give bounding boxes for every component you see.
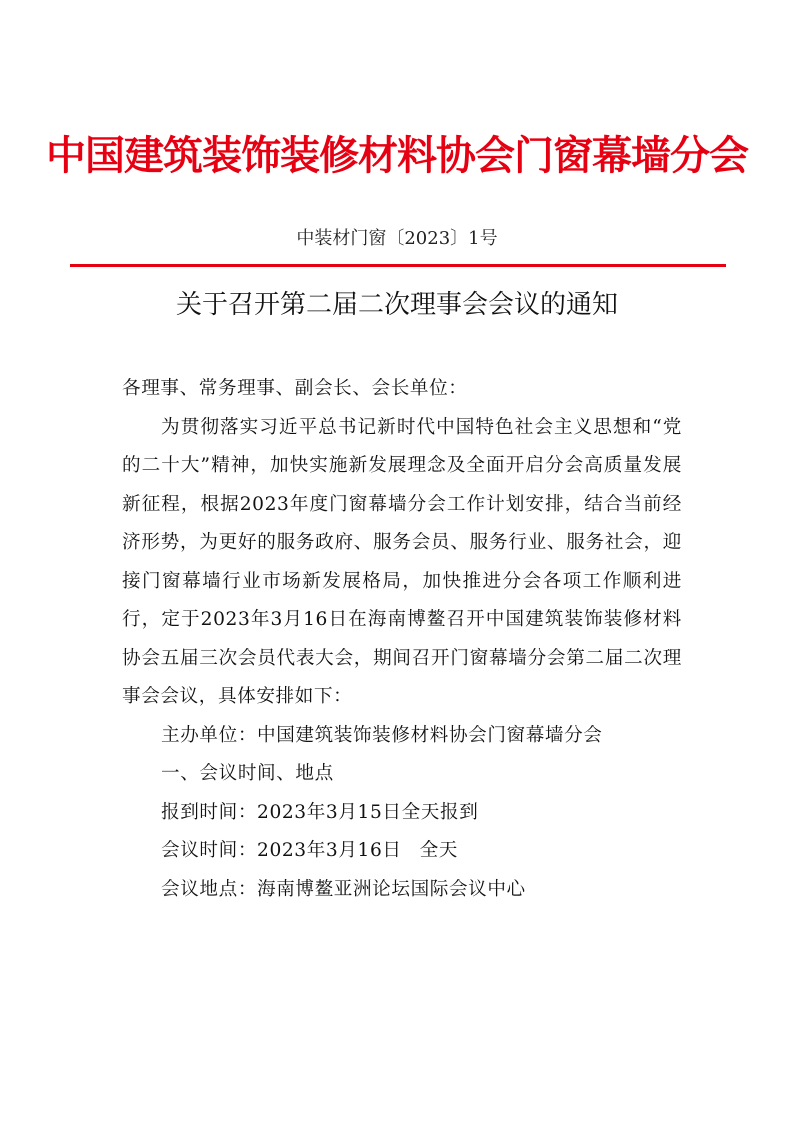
document-number: 中装材门窗〔2023〕1号 (296, 228, 498, 249)
meeting-time-span: 全天 (419, 840, 458, 861)
body-paragraph: 为贯彻落实习近平总书记新时代中国特色社会主义思想和“党的二十大”精神，加快实施新发展理念及全面开启分会高质量发展新征程，根据2023年度门窗幕墙分会工作计划安排，结合当前经济形势，为更好的服务政府、服务会员、服务行业、服务社会，迎接门窗幕墙行业市场新发展格局，加快推进分会各项工作顺利进行，定于2023年3月16日在海南博鳌召开中国建筑装饰装修材料协会五届三次会员代表大会，期间召开门窗幕墙分会第二届二次理事会会议，具体安排如下： (122, 416, 682, 707)
section-heading-time-location: 一、会议时间、地点 (161, 763, 334, 784)
meeting-location-line: 会议地点：海南博鳌亚洲论坛国际会议中心 (161, 878, 526, 900)
organizer-line: 主办单位：中国建筑装饰装修材料协会门窗幕墙分会 (161, 724, 603, 746)
letterhead-title: 中国建筑装饰装修材料协会门窗幕墙分会 (46, 132, 748, 179)
salutation: 各理事、常务理事、副会长、会长单位： (122, 378, 468, 399)
notice-title: 关于召开第二届二次理事会会议的通知 (175, 290, 618, 320)
notice-content (122, 370, 682, 909)
registration-time-line: 报到时间：2023年3月15日全天报到 (161, 801, 479, 823)
meeting-time-date: 会议时间：2023年3月16日 (161, 840, 402, 861)
meeting-time-line (122, 832, 682, 871)
red-divider-rule (70, 264, 726, 267)
